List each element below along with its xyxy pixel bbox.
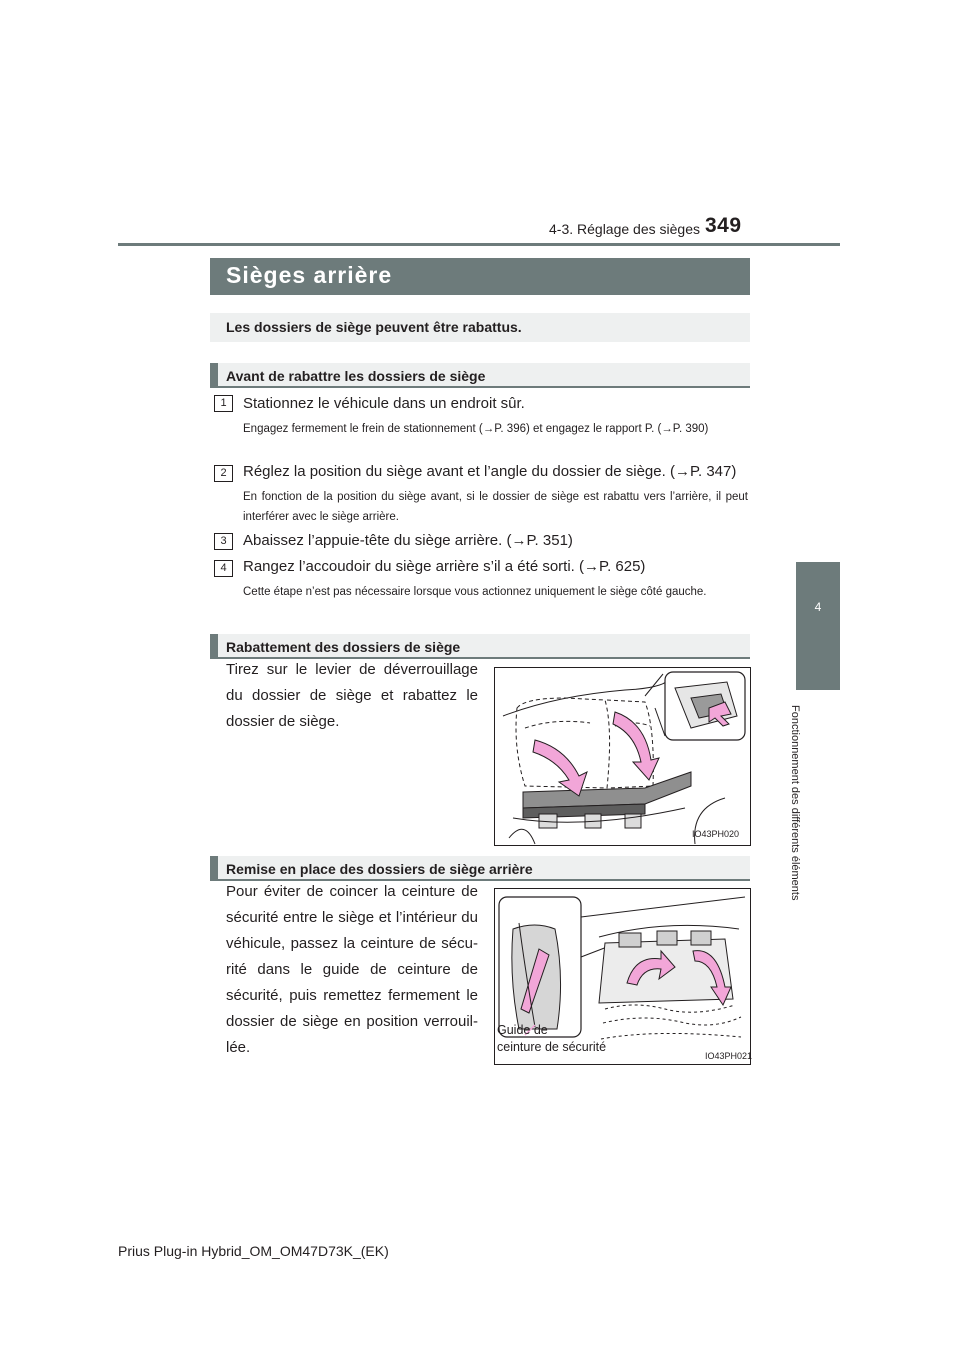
- step-3-text: Abaissez l’appuie-tête du siège arrière. (→P. 351): [243, 532, 573, 549]
- subheading-3: Remise en place des dossiers de siège arrière: [226, 861, 533, 877]
- running-header-section: 4-3. Réglage des sièges: [549, 221, 700, 237]
- header-rule: [118, 243, 840, 246]
- step-2-note: En fonction de la position du siège avant, si le dossier de siège est rabattu vers l’arrière, il peut interférer avec le siège arrière.: [243, 491, 748, 523]
- figure-folding-seats: [494, 667, 751, 846]
- step-number-2: 2: [214, 465, 233, 482]
- chapter-number: 4: [814, 600, 822, 614]
- chapter-tab: [796, 562, 840, 690]
- callout-line-1: Guide de: [497, 1023, 548, 1037]
- folding-seats-illustration: [495, 668, 750, 845]
- subheading-1: Avant de rabattre les dossiers de siège: [226, 368, 486, 384]
- figure-returning-seats: [494, 888, 751, 1065]
- folding-instructions: Tirez sur le levier de déverrouillage du dossier de siège et rabattez le dossier de siège.: [226, 661, 478, 730]
- return-instructions: Pour éviter de coincer la ceinture de sécurité entre le siège et l’intérieur du véhicule, passez la ceinture de sécu-rité dans le guide de ceinture de sécurité, puis remettez fermement le dossier de siège en position verrouil-lée.: [226, 883, 478, 1056]
- step-2-text: Réglez la position du siège avant et l’angle du dossier de siège. (→P. 347): [243, 463, 737, 480]
- figure-code-1: IO43PH020: [692, 829, 740, 839]
- page-number: 349: [705, 214, 742, 237]
- page-title: Sièges arrière: [226, 262, 393, 288]
- subheading-marker-1: [210, 363, 218, 388]
- seatbelt-guide-callout: [497, 1022, 606, 1056]
- figure-code-2: IO43PH021: [705, 1051, 753, 1061]
- callout-line-2: ceinture de sécurité: [497, 1040, 607, 1054]
- step-4-note: Cette étape n’est pas nécessaire lorsque vous actionnez uniquement le siège côté gauche.: [243, 586, 707, 598]
- chapter-title: Fonctionnement des différents éléments: [789, 705, 801, 901]
- intro-text: Les dossiers de siège peuvent être rabattus.: [226, 319, 522, 335]
- subheading-marker-2: [210, 634, 218, 659]
- step-number-1: 1: [214, 395, 233, 412]
- step-4-text: Rangez l’accoudoir du siège arrière s’il a été sorti. (→P. 625): [243, 558, 646, 575]
- step-1-note: Engagez fermement le frein de stationnement (→P. 396) et engagez le rapport P. (→P. 390): [243, 423, 709, 435]
- step-number-3: 3: [214, 533, 233, 550]
- subheading-2: Rabattement des dossiers de siège: [226, 639, 461, 655]
- step-1-text: Stationnez le véhicule dans un endroit sûr.: [243, 395, 525, 412]
- chapter-title-vertical: [785, 705, 805, 1105]
- subheading-marker-3: [210, 856, 218, 881]
- footer-model: Prius Plug-in Hybrid_OM_OM47D73K_(EK): [118, 1243, 389, 1259]
- step-number-4: 4: [214, 560, 233, 577]
